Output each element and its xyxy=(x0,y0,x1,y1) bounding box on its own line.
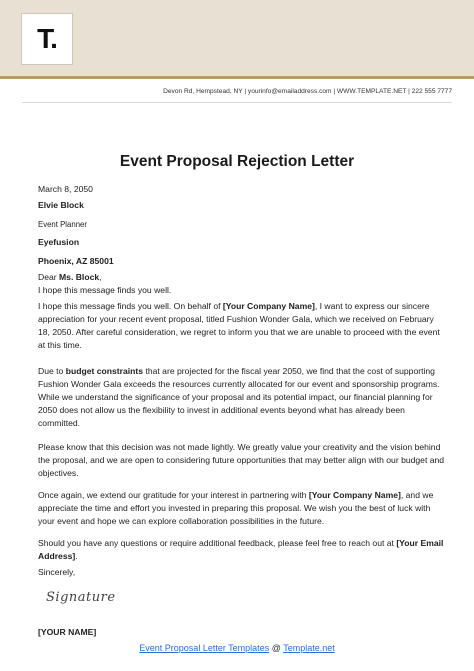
footer-site-link[interactable]: Template.net xyxy=(283,643,335,653)
opening-line: I hope this message finds you well. xyxy=(38,285,172,295)
salutation xyxy=(38,271,446,284)
footer-templates-link[interactable]: Event Proposal Letter Templates xyxy=(139,643,270,653)
company-name-placeholder-2: [Your Company Name] xyxy=(308,490,401,500)
paragraph-5-text-end: . xyxy=(75,551,78,561)
paragraph-1-text: I hope this message finds you well. On behalf of xyxy=(38,301,223,311)
paragraph-5-text: Should you have any questions or require additional feedback, please feel free to reach out at xyxy=(38,538,397,548)
paragraph-1 xyxy=(38,300,446,352)
header-divider xyxy=(22,102,452,103)
contact-info: Devon Rd, Hempstead, NY | yourinfo@emailaddress.com | WWW.TEMPLATE.NET | 222 555 7777 xyxy=(163,88,452,95)
recipient-title: Event Planner xyxy=(38,220,87,229)
paragraph-2 xyxy=(38,365,446,430)
recipient-address: Phoenix, AZ 85001 xyxy=(38,256,114,266)
paragraph-3: Please know that this decision was not made lightly. We greatly value your creativity and the vision behind the proposal, and we are open to considering future opportunities that may better align with our budget and objectives. xyxy=(38,442,445,478)
salutation-prefix: Dear xyxy=(38,272,60,282)
paragraph-2-text: Due to xyxy=(38,366,66,376)
signature-image: Signature xyxy=(46,590,116,605)
footer-separator: @ xyxy=(269,643,284,653)
paragraph-2-text-cont: that are projected for the fiscal year 2050, we find that the cost of supporting Fushion Wonder Gala exceeds the resources currently allocated for our event and sponsorship programs. While we understand the significance of your proposal and its potential impact, our financial planning for 2050 does not allow us the flexibility to invest in additional events beyond what has already been committed. xyxy=(38,366,440,428)
paragraph-1-text-cont: , I want to express our sincere appreciation for your recent event proposal, titled Fushion Wonder Gala, which we received on February 18, 2050. After careful consideration, we regret to inform you that we are unable to proceed with the event at this time. xyxy=(38,301,440,350)
paragraph-4-text: Once again, we extend our gratitude for your interest in partnering with xyxy=(38,490,309,500)
paragraph-4 xyxy=(38,489,446,528)
company-name-placeholder: [Your Company Name] xyxy=(222,301,315,311)
salutation-name: Ms. Block xyxy=(59,272,100,282)
recipient-name: Elvie Block xyxy=(38,200,84,210)
letter-title: Event Proposal Rejection Letter xyxy=(119,153,355,170)
paragraph-5 xyxy=(38,537,446,563)
footer xyxy=(0,643,474,653)
header-accent-line xyxy=(0,76,474,79)
sender-name: [YOUR NAME] xyxy=(38,627,97,637)
company-logo xyxy=(21,13,73,65)
closing: Sincerely, xyxy=(38,567,76,577)
email-placeholder: [Your Email Address] xyxy=(38,538,444,561)
recipient-company: Eyefusion xyxy=(38,237,80,247)
budget-constraints-emphasis: budget constraints xyxy=(65,366,144,376)
letterhead-band xyxy=(0,0,474,76)
salutation-suffix: , xyxy=(99,272,102,282)
paragraph-4-text-cont: , and we appreciate the time and effort you invested in preparing this proposal. We wish you the best of luck with your event and hope we can explore collaboration possibilities in the future. xyxy=(38,490,434,526)
logo-text: T. xyxy=(37,23,57,54)
letter-date: March 8, 2050 xyxy=(38,184,93,194)
